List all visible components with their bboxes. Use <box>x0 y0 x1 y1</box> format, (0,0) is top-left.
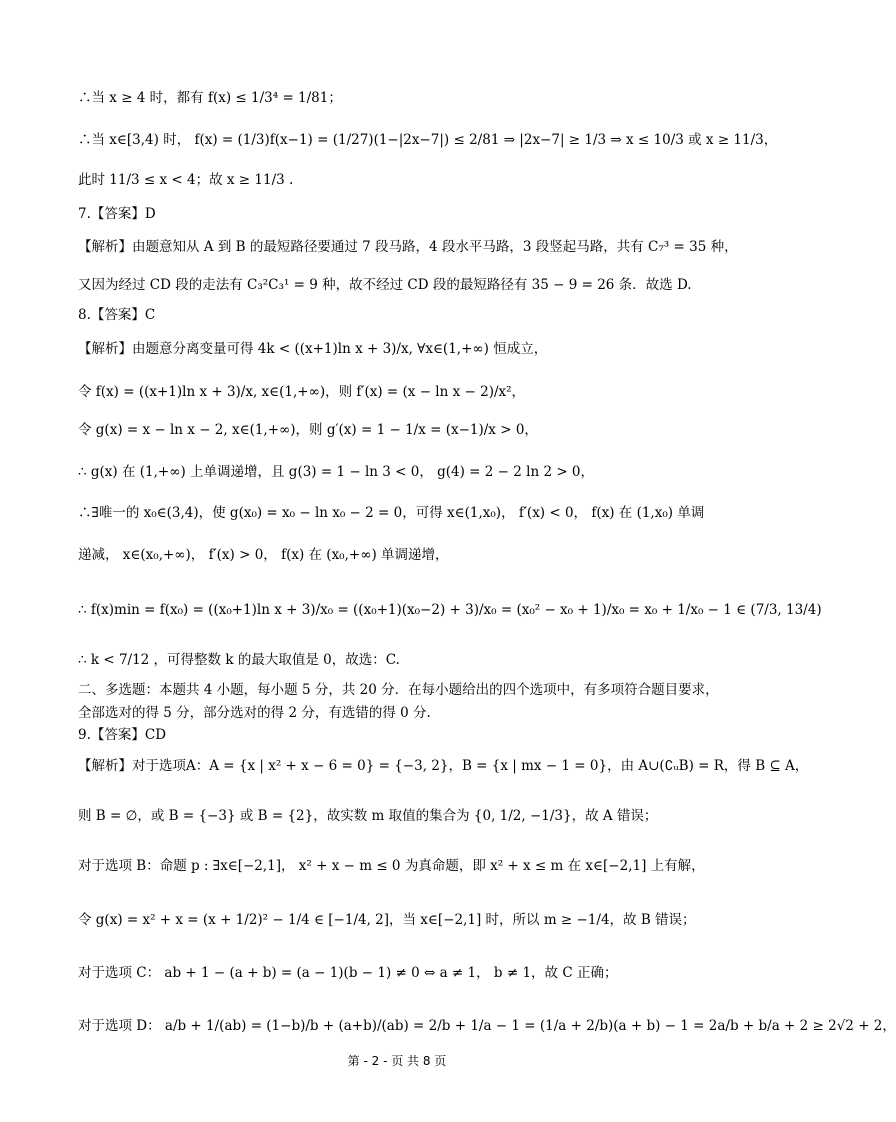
text-line: 二、多选题：本题共 4 小题，每小题 5 分，共 20 分．在每小题给出的四个选项中，有多项符合题目要求， <box>78 682 719 698</box>
text-line: ∴∃唯一的 x₀∈(3,4)，使 g(x₀) = x₀ − ln x₀ − 2 = 0，可得 x∈(1,x₀)， f′(x) < 0， f(x) 在 (1,x₀) 单调 <box>78 505 705 521</box>
text-line: ∴当 x ≥ 4 时，都有 f(x) ≤ 1/3⁴ = 1/81； <box>78 90 342 106</box>
text-line: 8.【答案】C <box>78 307 156 323</box>
text-line: 令 g(x) = x² + x = (x + 1/2)² − 1/4 ∈ [−1/4, 2]，当 x∈[−2,1] 时，所以 m ≥ −1/4，故 B 错误； <box>78 912 696 928</box>
text-line: 又因为经过 CD 段的走法有 C₃²C₃¹ = 9 种，故不经过 CD 段的最短路径有 35 − 9 = 26 条．故选 D. <box>78 277 692 293</box>
text-line: 此时 11/3 ≤ x < 4；故 x ≥ 11/3 . <box>78 172 294 188</box>
text-line: 令 g(x) = x − ln x − 2, x∈(1,+∞)，则 g′(x) = 1 − 1/x = (x−1)/x > 0， <box>78 422 538 438</box>
text-line: 递减， x∈(x₀,+∞)， f′(x) > 0， f(x) 在 (x₀,+∞) 单调递增， <box>78 547 449 563</box>
text-line: 【解析】由题意分离变量可得 4k < ((x+1)ln x + 3)/x, ∀x∈(1,+∞) 恒成立， <box>78 341 548 357</box>
text-line: ∴ g(x) 在 (1,+∞) 上单调递增，且 g(3) = 1 − ln 3 < 0， g(4) = 2 − 2 ln 2 > 0， <box>78 464 595 480</box>
text-line: 则 B = ∅，或 B = {−3} 或 B = {2}，故实数 m 取值的集合为 {0, 1/2, −1/3}，故 A 错误； <box>78 808 658 824</box>
text-line: 对于选项 B：命题 p : ∃x∈[−2,1]， x² + x − m ≤ 0 为真命题，即 x² + x ≤ m 在 x∈[−2,1] 上有解， <box>78 858 705 874</box>
text-line: 7.【答案】D <box>78 206 156 222</box>
text-line: 【解析】对于选项A：A = {x | x² + x − 6 = 0} = {−3, 2}，B = {x | mx − 1 = 0}，由 A∪(∁ᵤB) = R，得 B ⊆ A， <box>78 758 809 774</box>
text-line: 9.【答案】CD <box>78 727 167 743</box>
text-line: ∴ f(x)min = f(x₀) = ((x₀+1)ln x + 3)/x₀ = ((x₀+1)(x₀−2) + 3)/x₀ = (x₀² − x₀ + 1)/x₀ = x₀ + 1/x₀ − 1 ∈ (7/3, 13/4) <box>78 602 822 618</box>
text-line: 全部选对的得 5 分，部分选对的得 2 分，有选错的得 0 分. <box>78 705 431 721</box>
text-line: ∴当 x∈[3,4) 时， f(x) = (1/3)f(x−1) = (1/27)(1−|2x−7|) ≤ 2/81 ⇒ |2x−7| ≥ 1/3 ⇒ x ≤ 10/3 或 x ≥ 11/3， <box>78 132 778 148</box>
text-line: 令 f(x) = ((x+1)ln x + 3)/x, x∈(1,+∞)，则 f′(x) = (x − ln x − 2)/x²， <box>78 384 526 400</box>
text-line: 【解析】由题意知从 A 到 B 的最短路径要通过 7 段马路，4 段水平马路，3 段竖起马路，共有 C₇³ = 35 种， <box>78 239 738 255</box>
text-line: ∴ k < 7/12 ，可得整数 k 的最大取值是 0，故选：C. <box>78 652 400 668</box>
page-footer: 第 - 2 - 页 共 8 页 <box>347 1054 447 1068</box>
text-line: 对于选项 C： ab + 1 − (a + b) = (a − 1)(b − 1) ≠ 0 ⇔ a ≠ 1， b ≠ 1，故 C 正确； <box>78 965 618 981</box>
text-line: 对于选项 D： a/b + 1/(ab) = (1−b)/b + (a+b)/(ab) = 2/b + 1/a − 1 = (1/a + 2/b)(a + b) − 1 = 2a/b + b/a + 2 ≥ 2√2 + 2， <box>78 1018 896 1034</box>
